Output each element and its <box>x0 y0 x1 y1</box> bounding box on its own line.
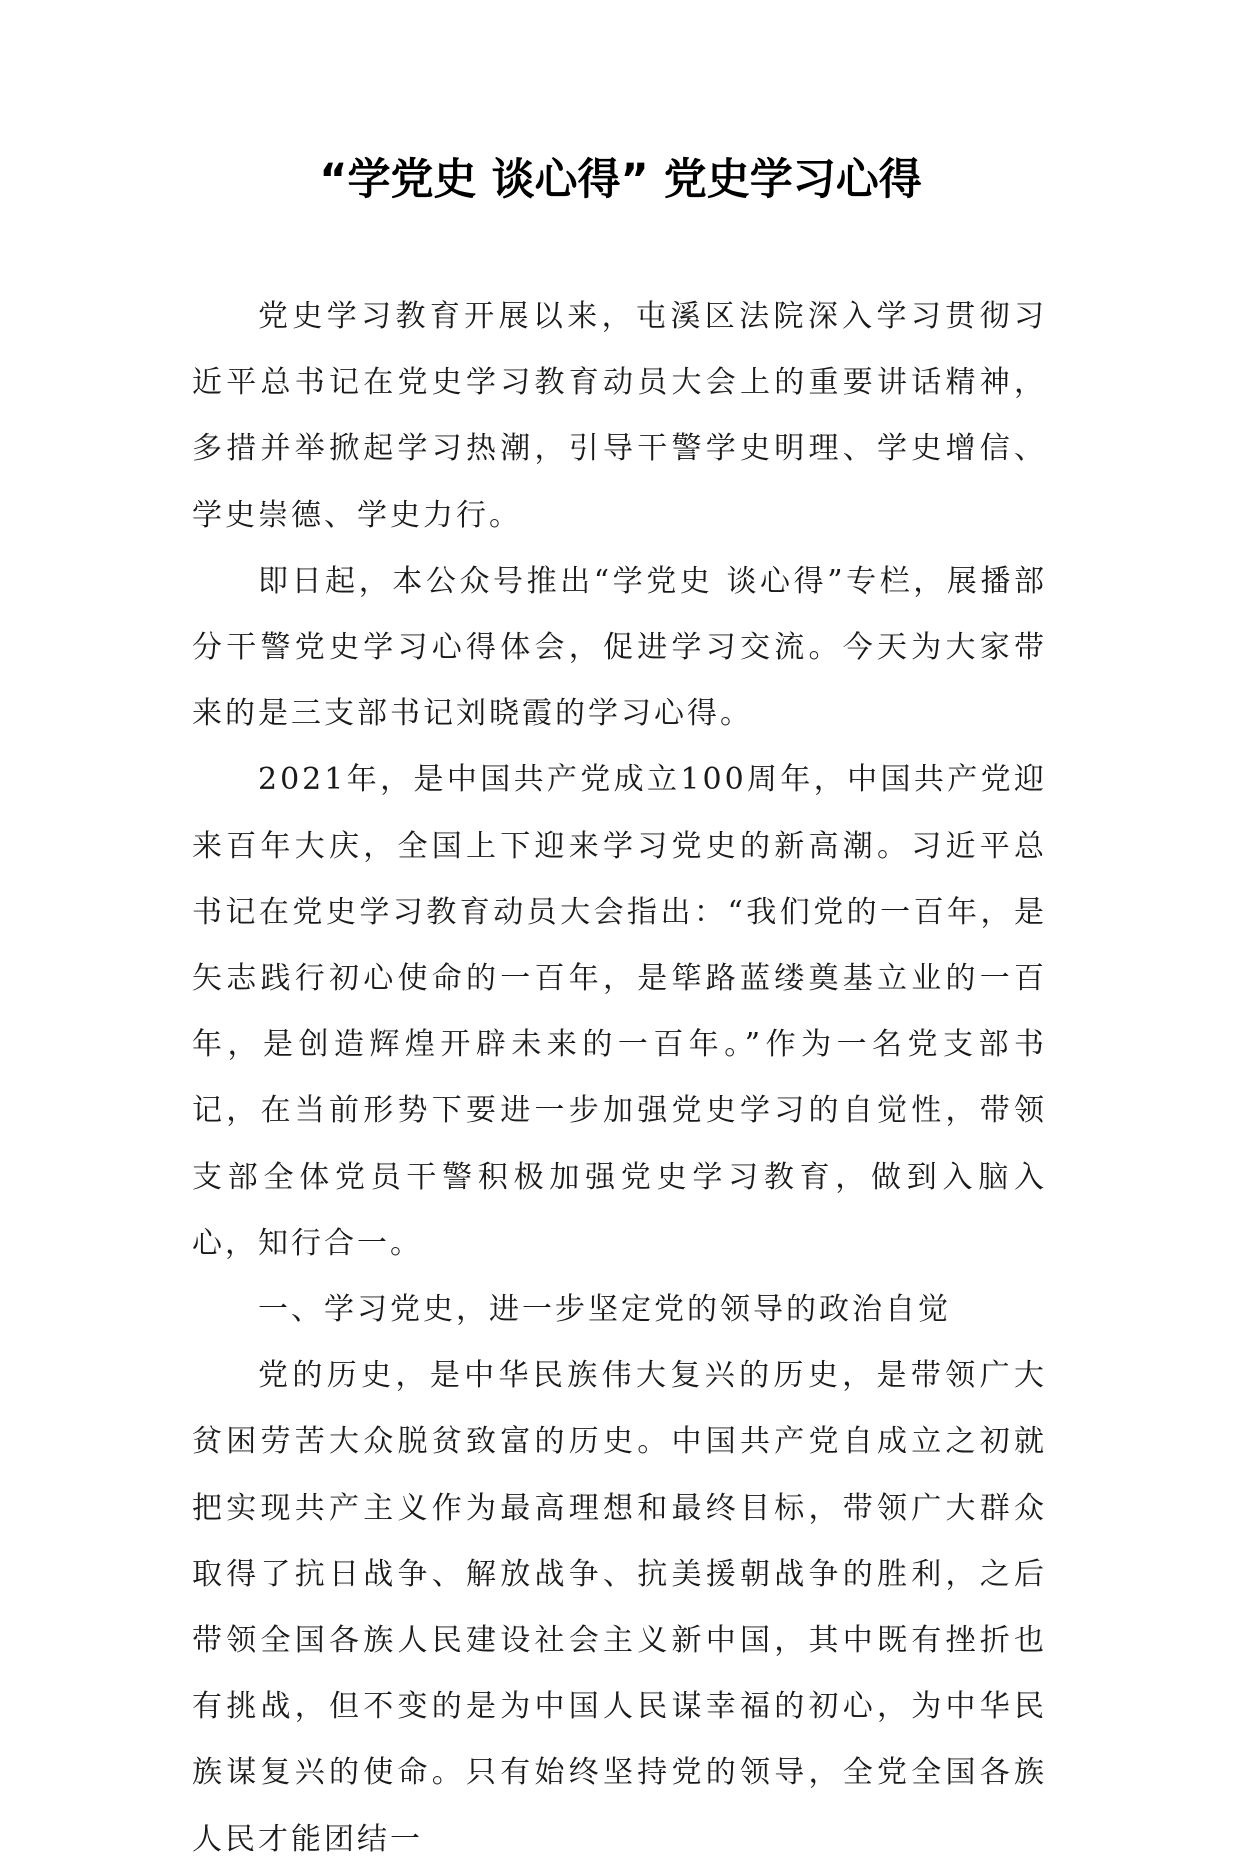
section-heading-1: 一、学习党史，进一步坚定党的领导的政治自觉 <box>258 1292 951 1328</box>
paragraph-party-history: 党的历史，是中华民族伟大复兴的历史，是带领广大贫困劳苦大众脱贫致富的历史。中国共产党自成立之初就把实现共产主义作为最高理想和最终目标，带领广大群众取得了抗日战争、解放战争、抗美援朝战争的胜利，之后带领全国各族人民建设社会主义新中国，其中既有挫折也有挑战，但不变的是为中国人民谋幸福的初心，为中华民族谋复兴的使命。只有始终坚持党的领导，全党全国各族人民才能团结一 <box>192 1358 1047 1857</box>
paragraph-centenary: 2021年，是中国共产党成立100周年，中国共产党迎来百年大庆，全国上下迎来学习党史的新高潮。习近平总书记在党史学习教育动员大会指出：“我们党的一百年，是矢志践行初心使命的一百年，是筚路蓝缕奠基立业的一百年，是创造辉煌开辟未来的一百年。”作为一名党支部书记，在当前形势下要进一步加强党史学习的自觉性，带领支部全体党员干警积极加强党史学习教育，做到入脑入心，知行合一。 <box>192 762 1047 1261</box>
document-title: “学党史 谈心得” 党史学习心得 <box>319 155 922 205</box>
paragraph-intro: 党史学习教育开展以来，屯溪区法院深入学习贯彻习近平总书记在党史学习教育动员大会上的重要讲话精神，多措并举掀起学习热潮，引导干警学史明理、学史增信、学史崇德、学史力行。 <box>192 299 1047 533</box>
paragraph-column-announcement: 即日起，本公众号推出“学党史 谈心得”专栏，展播部分干警党史学习心得体会，促进学习交流。今天为大家带来的是三支部书记刘晓霞的学习心得。 <box>192 563 1047 732</box>
document-body <box>192 284 1047 1873</box>
